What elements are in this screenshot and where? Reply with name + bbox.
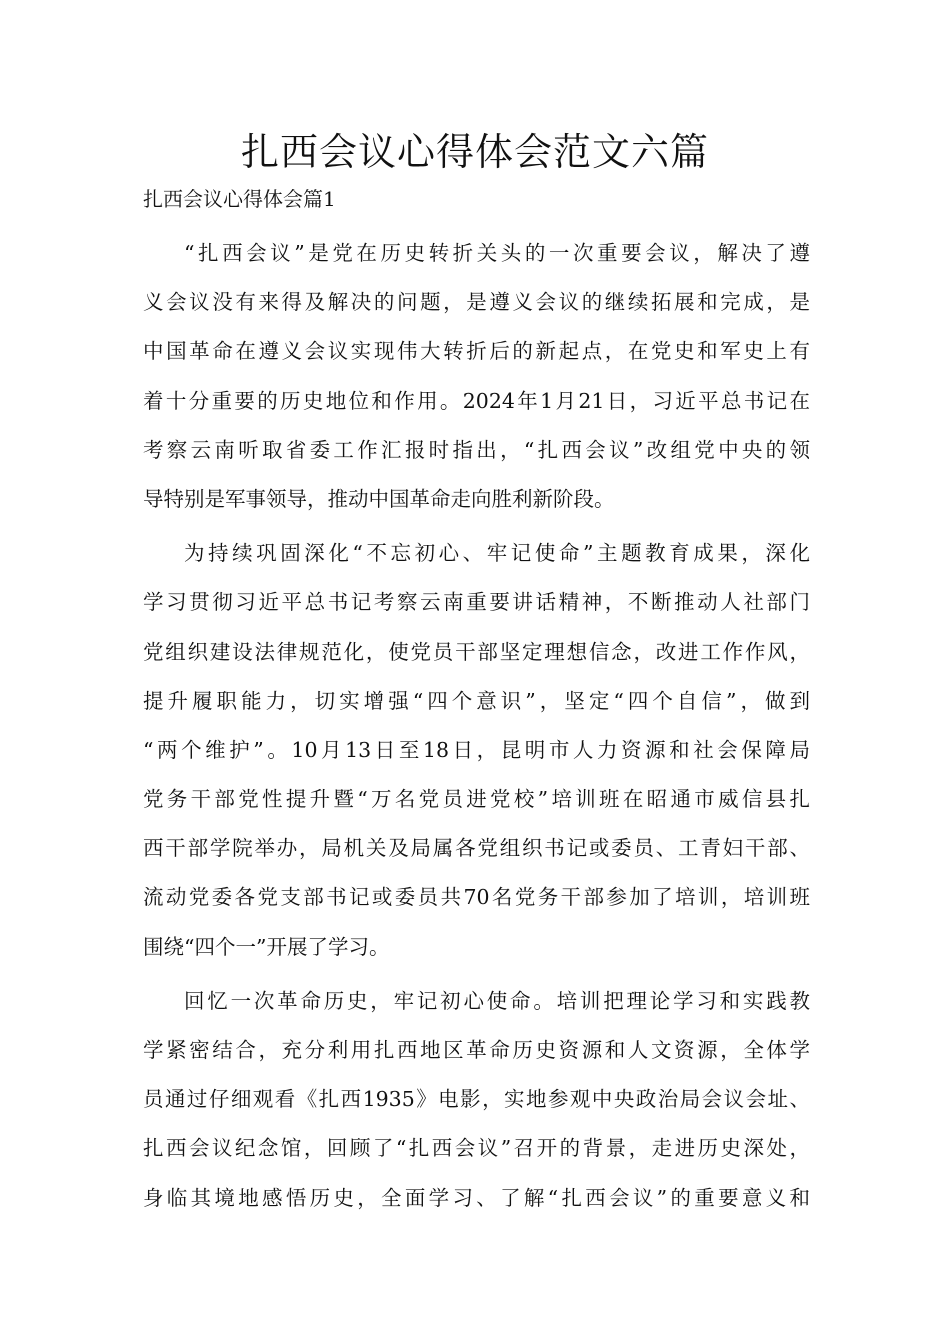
text-line: 身临其境地感悟历史，全面学习、了解“扎西会议”的重要意义和 [143,1185,810,1210]
text-line: 中国革命在遵义会议实现伟大转折后的新起点，在党史和军史上有 [143,339,810,364]
text-line: 围绕“四个一”开展了学习。 [143,934,390,959]
text-line: 回忆一次革命历史，牢记初心使命。培训把理论学习和实践教 [184,988,810,1013]
text-line: 党组织建设法律规范化，使党员干部坚定理想信念，改进工作作风， [143,639,810,664]
text-line: 流动党委各党支部书记或委员共70名党务干部参加了培训，培训班 [143,885,810,910]
text-line: 为持续巩固深化“不忘初心、牢记使命”主题教育成果，深化 [184,541,810,566]
section-heading: 扎西会议心得体会篇1 [143,187,336,211]
paragraph-3 [143,977,810,1223]
document-body [143,229,810,1228]
text-line: 党务干部党性提升暨“万名党员进党校”培训班在昭通市威信县扎 [143,787,810,812]
paragraph-2 [143,529,810,972]
text-line: 学习贯彻习近平总书记考察云南重要讲话精神，不断推动人社部门 [143,590,810,615]
text-line: 义会议没有来得及解决的问题，是遵义会议的继续拓展和完成，是 [143,290,810,315]
text-line: 着十分重要的历史地位和作用。2024年1月21日，习近平总书记在 [143,388,810,413]
text-line: 提升履职能力，切实增强“四个意识”，坚定“四个自信”，做到 [143,688,810,713]
text-line: “扎西会议”是党在历史转折关头的一次重要会议，解决了遵 [184,241,810,265]
text-line: 学紧密结合，充分利用扎西地区革命历史资源和人文资源，全体学 [143,1038,810,1062]
paragraph-1 [143,229,810,524]
text-line: 考察云南听取省委工作汇报时指出，“扎西会议”改组党中央的领 [143,437,810,462]
text-line: 西干部学院举办，局机关及局属各党组织书记或委员、工青妇干部、 [143,836,810,861]
text-line: 扎西会议纪念馆，回顾了“扎西会议”召开的背景，走进历史深处， [143,1136,810,1161]
text-line: 导特别是军事领导，推动中国革命走向胜利新阶段。 [143,486,615,511]
text-line: “两个维护”。10月13日至18日，昆明市人力资源和社会保障局 [143,737,810,762]
document-title: 扎西会议心得体会范文六篇 [240,130,709,174]
text-line: 员通过仔细观看《扎西1935》电影，实地参观中央政治局会议会址、 [143,1087,810,1112]
